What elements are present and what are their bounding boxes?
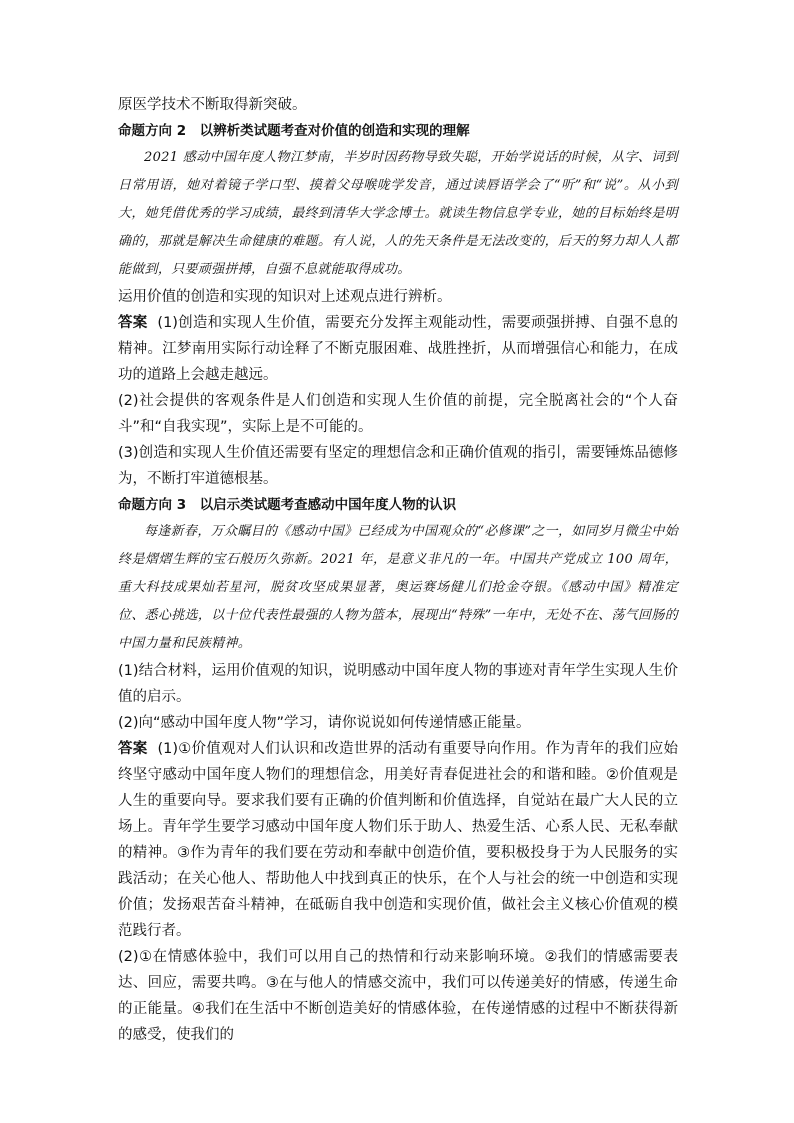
answer-text: (1)①价值观对人们认识和改造世界的活动有重要导向作用。作为青年的我们应始终坚守感动中国年度人物们的理想信念，用美好青春促进社会的和谐和睦。②价值观是人生的重要向导。要求我们要有正确的价值判断和价值选择，自觉站在最广大人民的立场上。青年学生要学习感动中国年度人物们乐于助人、热爱生活、心系人民、无私奉献的精神。③作为青年的我们要在劳动和奉献中创造价值，要积极投身于为人民服务的实践活动；在关心他人、帮助他人中找到真正的快乐，在个人与社会的统一中创造和实现价值；发扬艰苦奋斗精神，在砥砺自我中创造和实现价值，做社会主义核心价值观的模范践行者。 — [118, 741, 678, 939]
section2-material: 2021 感动中国年度人物江梦南，半岁时因药物导致失聪，开始学说话的时候，从字、词到日常用语，她对着镜子学口型、摸着父母喉咙学发音，通过读唇语学会了“听”和“说”。从小到大，她凭借优秀的学习成绩，最终到清华大学念博士。就读生物信息学专业，她的目标始终是明确的，那就是解决生命健康的难题。有人说，人的先天条件是无法改变的，后天的努力却人人都能做到，只要顽强拼搏，自强不息就能取得成功。 — [118, 150, 678, 277]
section2-question: 运用价值的创造和实现的知识对上述观点进行辨析。 — [118, 289, 452, 305]
answer-label: 答案 — [118, 315, 148, 331]
section3-answer-2: (2)①在情感体验中，我们可以用自己的热情和行动来影响环境。②我们的情感需要表达、回应，需要共鸣。③在与他人的情感交流中，我们可以传递美好的情感，传递生命的正能量。④我们在生活中不断创造美好的情感体验，在传递情感的过程中不断获得新的感受，使我们的 — [118, 949, 678, 1043]
section3-answer-1 — [118, 736, 678, 944]
intro-line: 原医学技术不断取得新突破。 — [118, 97, 307, 113]
section2-answer-1 — [118, 310, 678, 388]
answer-text: (1)创造和实现人生价值，需要充分发挥主观能动性，需要顽强拼搏、自强不息的精神。江梦南用实际行动诠释了不断克服困难、战胜挫折，从而增强信心和能力，在成功的道路上会越走越远。 — [118, 315, 678, 383]
section2-heading: 命题方向 2 以辨析类试题考查对价值的创造和实现的理解 — [118, 123, 470, 139]
page-content — [118, 92, 678, 1048]
section3-material: 每逢新春，万众瞩目的《感动中国》已经成为中国观众的“必修课”之一，如同岁月微尘中始终是熠熠生辉的宝石般历久弥新。2021 年，是意义非凡的一年。中国共产党成立 100 周年，重大科技成果灿若星河，脱贫攻坚成果显著，奥运赛场健儿们抢金夺银。《感动中国》精准定位、悉心挑选，以十位代表性最强的人物为篮本，展现出“特殊”一年中，无处不在、荡气回肠的中国力量和民族精神。 — [118, 524, 678, 651]
section3-heading: 命题方向 3 以启示类试题考查感动中国年度人物的认识 — [118, 497, 457, 513]
section2-answer-2: (2)社会提供的客观条件是人们创造和实现人生价值的前提，完全脱离社会的“个人奋斗”和“自我实现”，实际上是不可能的。 — [118, 393, 678, 435]
section2-answer-3: (3)创造和实现人生价值还需要有坚定的理想信念和正确价值观的指引，需要锤炼品德修为，不断打牢道德根基。 — [118, 445, 678, 487]
section3-question-1: (1)结合材料，运用价值观的知识，说明感动中国年度人物的事迹对青年学生实现人生价值的启示。 — [118, 663, 678, 705]
answer-label: 答案 — [118, 741, 148, 757]
section3-question-2: (2)向“感动中国年度人物”学习，请你说说如何传递情感正能量。 — [118, 715, 531, 731]
